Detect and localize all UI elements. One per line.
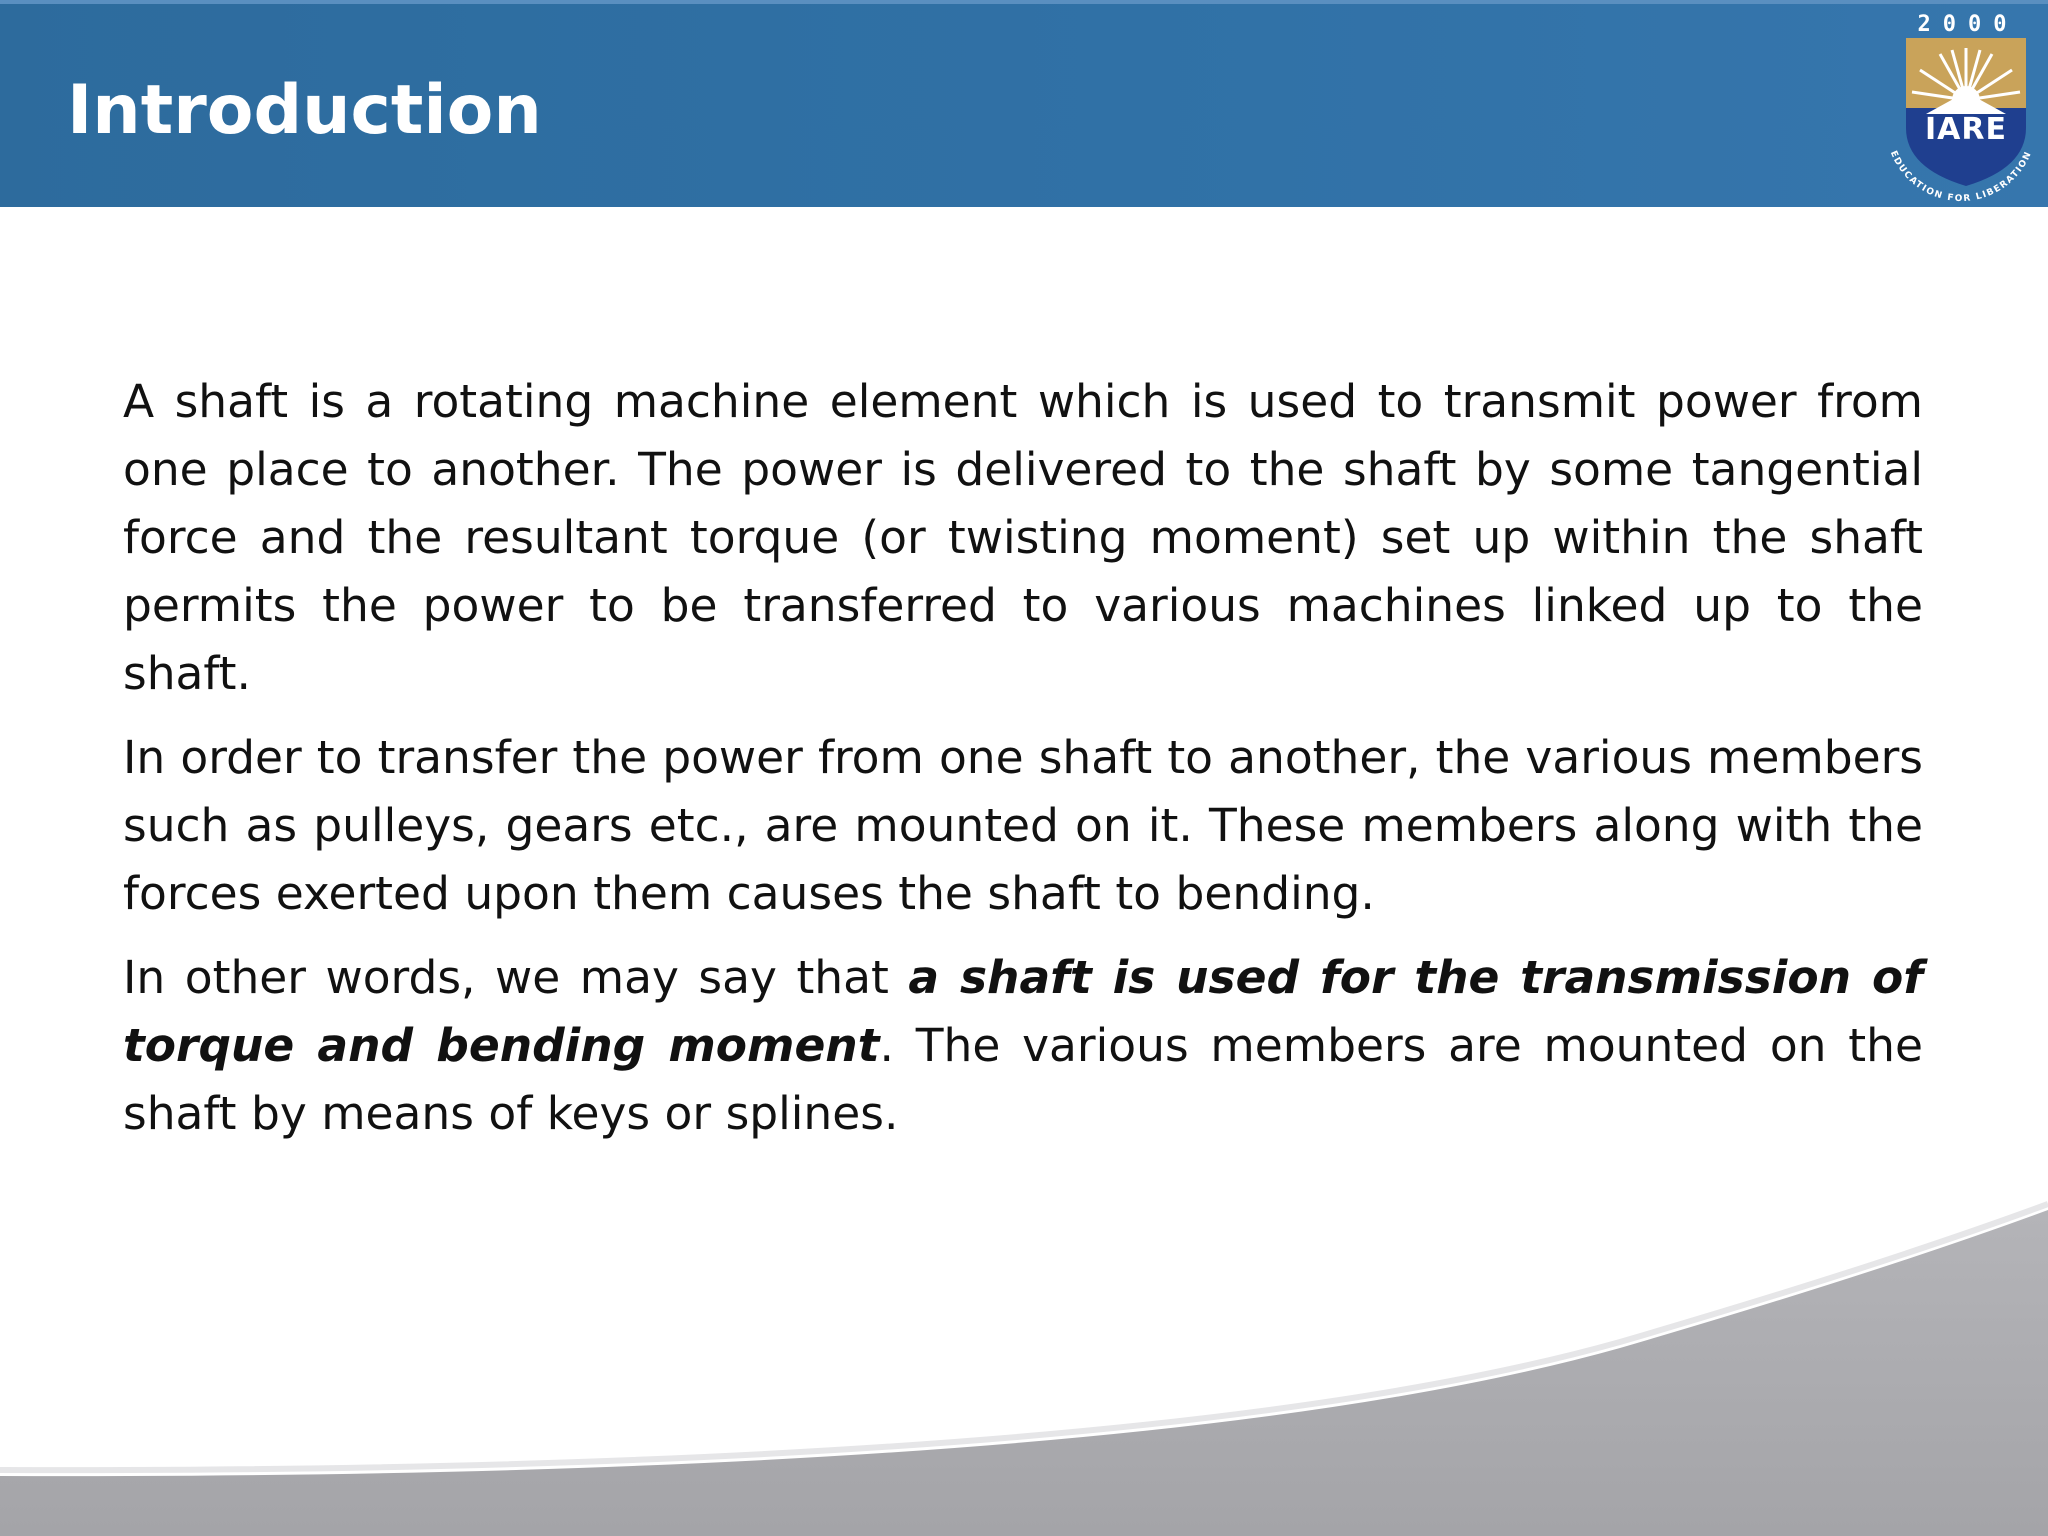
paragraph-summary <box>123 944 1923 1148</box>
logo-year: 2000 <box>1917 12 2019 37</box>
bottom-swoosh-decoration <box>0 1180 2048 1536</box>
slide-title: Introduction <box>67 71 542 150</box>
summary-tail: . The various members are mounted on the shaft by means of keys or splines. <box>123 1019 1923 1140</box>
logo-emblem-icon <box>1868 8 2048 208</box>
logo-name: IARE <box>1925 112 2007 147</box>
summary-emphasis: a shaft is used for the transmission of torque and bending moment <box>123 951 1923 1072</box>
iare-logo <box>1868 8 2048 208</box>
slide-body <box>123 368 1923 1164</box>
paragraph-shaft-definition: A shaft is a rotating machine element which is used to transmit power from one place to another. The power is delivered to the shaft by some tangential force and the resultant torque (or twisting moment) set up within the shaft permits the power to be transferred to various machines linked up to the shaft. <box>123 375 1923 700</box>
logo-motto: EDUCATION FOR LIBERATION <box>1887 149 2035 205</box>
summary-lead: In other words, we may say that <box>123 951 909 1004</box>
header-band <box>0 0 2048 207</box>
paragraph-power-transfer: In order to transfer the power from one shaft to another, the various members such as pulleys, gears etc., are mounted on it. These members along with the forces exerted upon them causes the shaft to bending. <box>123 731 1923 920</box>
